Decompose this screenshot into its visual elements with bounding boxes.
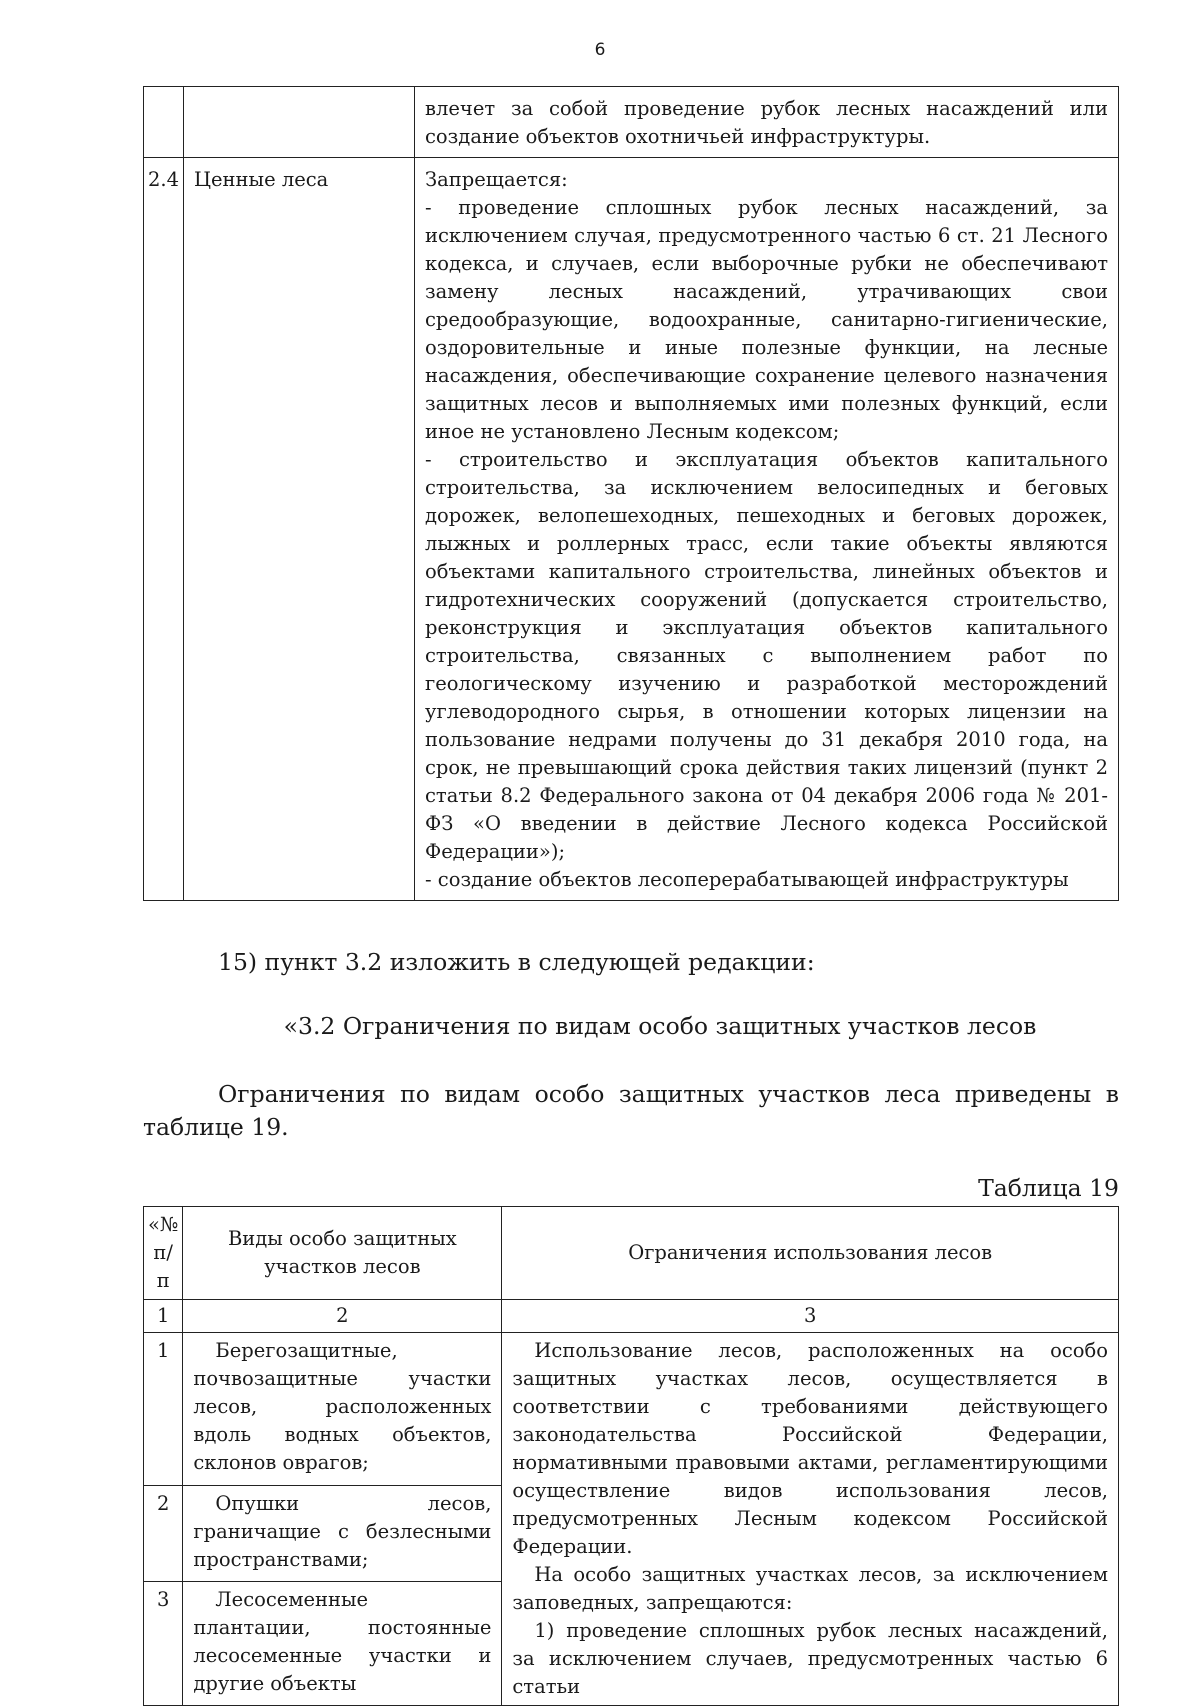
restrictions-lead: Запрещается: (425, 168, 568, 191)
header-number: «№ п/п (144, 1207, 183, 1300)
row-number: 2 (144, 1486, 183, 1582)
continuation-text: влечет за собой проведение рубок лесных насаждений или создание объектов охотничьей инфраструктуры. (415, 87, 1119, 158)
forest-restrictions-table-continued (143, 86, 1119, 901)
plot-type: Берегозащитные, почвозащитные участки лесов, расположенных вдоль водных объектов, склонов оврагов; (183, 1333, 502, 1486)
restriction-item: - строительство и эксплуатация объектов капитального строительства, за исключением велосипедных и беговых дорожек, велопешеходных, пешеходных и беговых дорожек, лыжных и роллерных трасс, если такие объекты являются объектами капитального строительства, линейных объектов и гидротехнических сооружений (допускается строительство, реконструкция и эксплуатация объектов капитального строительства, связанных с выполнением работ по геологическому изучению и разработкой месторождений углеводородного сырья, в отношении которых лицензии на пользование недрами получены до 31 декабря 2010 года, на срок, не превышающий срока действия таких лицензий (пункт 2 статьи 8.2 Федерального закона от 04 декабря 2006 года № 201-ФЗ «О введении в действие Лесного кодекса Российской Федерации»); (425, 448, 1108, 863)
restrictions-cell (415, 158, 1119, 901)
column-number: 2 (183, 1300, 502, 1333)
restriction-paragraph: На особо защитных участках лесов, за исключением заповедных, запрещаются: (512, 1563, 1108, 1614)
row-number: 3 (144, 1581, 183, 1705)
restrictions-cell (502, 1333, 1119, 1706)
column-number-row (144, 1300, 1119, 1333)
plot-type: Опушки лесов, граничащие с безлесными пространствами; (183, 1486, 502, 1582)
header-row (144, 1207, 1119, 1300)
column-number: 1 (144, 1300, 183, 1333)
header-restrictions: Ограничения использования лесов (502, 1207, 1119, 1300)
page-number: 6 (594, 40, 606, 60)
section-title: «3.2 Ограничения по видам особо защитных участков лесов (283, 1012, 1037, 1040)
row-number: 1 (144, 1333, 183, 1486)
column-number: 3 (502, 1300, 1119, 1333)
table-row (144, 1333, 1119, 1486)
restriction-item: - проведение сплошных рубок лесных насаждений, за исключением случая, предусмотренного частью 6 ст. 21 Лесного кодекса, и случаев, если выборочные рубки не обеспечивают замену лесных насаждений, утрачивающих свои средообразующие, водоохранные, санитарно-гигиенические, оздоровительные и иные полезные функции, на лесные насаждения, обеспечивающие сохранение целевого назначения защитных лесов и выполняемых ими полезных функций, если иное не установлено Лесным кодексом; (425, 196, 1108, 443)
intro-paragraph: Ограничения по видам особо защитных участков леса приведены в таблице 19. (143, 1080, 1119, 1141)
table-label: Таблица 19 (978, 1174, 1119, 1202)
table-19 (143, 1206, 1119, 1706)
table-row (144, 158, 1119, 901)
amendment-instruction: 15) пункт 3.2 изложить в следующей редакции: (218, 948, 815, 976)
table-row (144, 87, 1119, 158)
restriction-paragraph: Использование лесов, расположенных на особо защитных участках лесов, осуществляется в соответствии с требованиями действующего законодательства Российской Федерации, нормативными правовыми актами, регламентирующими осуществление видов использования лесов, предусмотренных Лесным кодексом Российской Федерации. (512, 1339, 1108, 1558)
forest-category: Ценные леса (184, 158, 415, 901)
plot-type: Лесосеменные плантации, постоянные лесосеменные участки и другие объекты (183, 1581, 502, 1705)
header-type: Виды особо защитных участков лесов (183, 1207, 502, 1300)
row-number: 2.4 (144, 158, 184, 901)
restriction-item: - создание объектов лесоперерабатывающей инфраструктуры (425, 868, 1069, 891)
restriction-paragraph: 1) проведение сплошных рубок лесных насаждений, за исключением случаев, предусмотренных частью 6 статьи (512, 1619, 1108, 1698)
